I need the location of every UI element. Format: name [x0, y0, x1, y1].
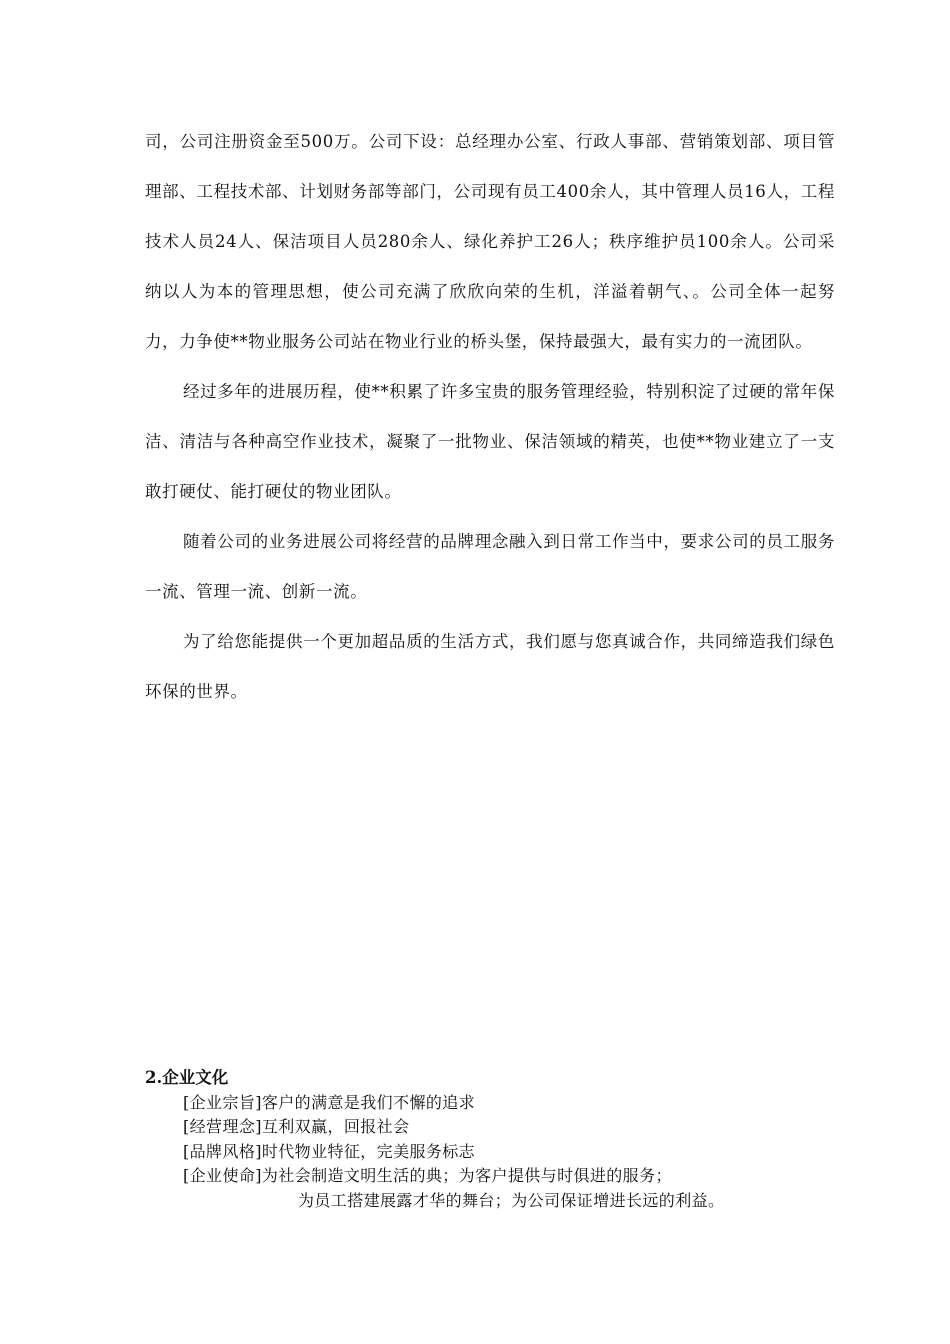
culture-item-mission: [企业使命]为社会制造文明生活的典；为客户提供与时俱进的服务；	[183, 1166, 672, 1185]
culture-item-purpose: [企业宗旨]客户的满意是我们不懈的追求	[183, 1092, 476, 1112]
corporate-culture-section	[145, 1066, 835, 1213]
body-text	[145, 117, 835, 717]
culture-item-philosophy: [经营理念]互利双赢，回报社会	[183, 1117, 410, 1136]
section-heading: 2.企业文化	[145, 1068, 229, 1087]
culture-item-brand-style: [品牌风格]时代物业特征，完美服务标志	[183, 1141, 476, 1161]
paragraph: 随着公司的业务进展公司将经营的品牌理念融入到日常工作当中，要求公司的员工服务一流、管理一流、创新一流。	[145, 532, 835, 601]
paragraph: 经过多年的进展历程，使**积累了许多宝贵的服务管理经验，特别积淀了过硬的常年保洁、清洁与各种高空作业技术，凝聚了一批物业、保洁领域的精英，也使**物业建立了一支敢打硬仗、能打硬仗的物业团队。	[145, 382, 835, 501]
paragraph-continued: 司，公司注册资金至500万。公司下设：总经理办公室、行政人事部、营销策划部、项目管理部、工程技术部、计划财务部等部门，公司现有员工400余人，其中管理人员16人，工程技术人员24人、保洁项目人员280余人、绿化养护工26人；秩序维护员100余人。公司采纳以人为本的管理思想，使公司充满了欣欣向荣的生机，洋溢着朝气、。公司全体一起努力，力争使**物业服务公司站在物业行业的桥头堡，保持最强大，最有实力的一流团队。	[145, 132, 835, 351]
culture-item-mission-continued: 为员工搭建展露才华的舞台；为公司保证增进长远的利益。	[298, 1190, 725, 1210]
paragraph: 为了给您能提供一个更加超品质的生活方式，我们愿与您真诚合作，共同缔造我们绿色环保的世界。	[145, 632, 835, 701]
